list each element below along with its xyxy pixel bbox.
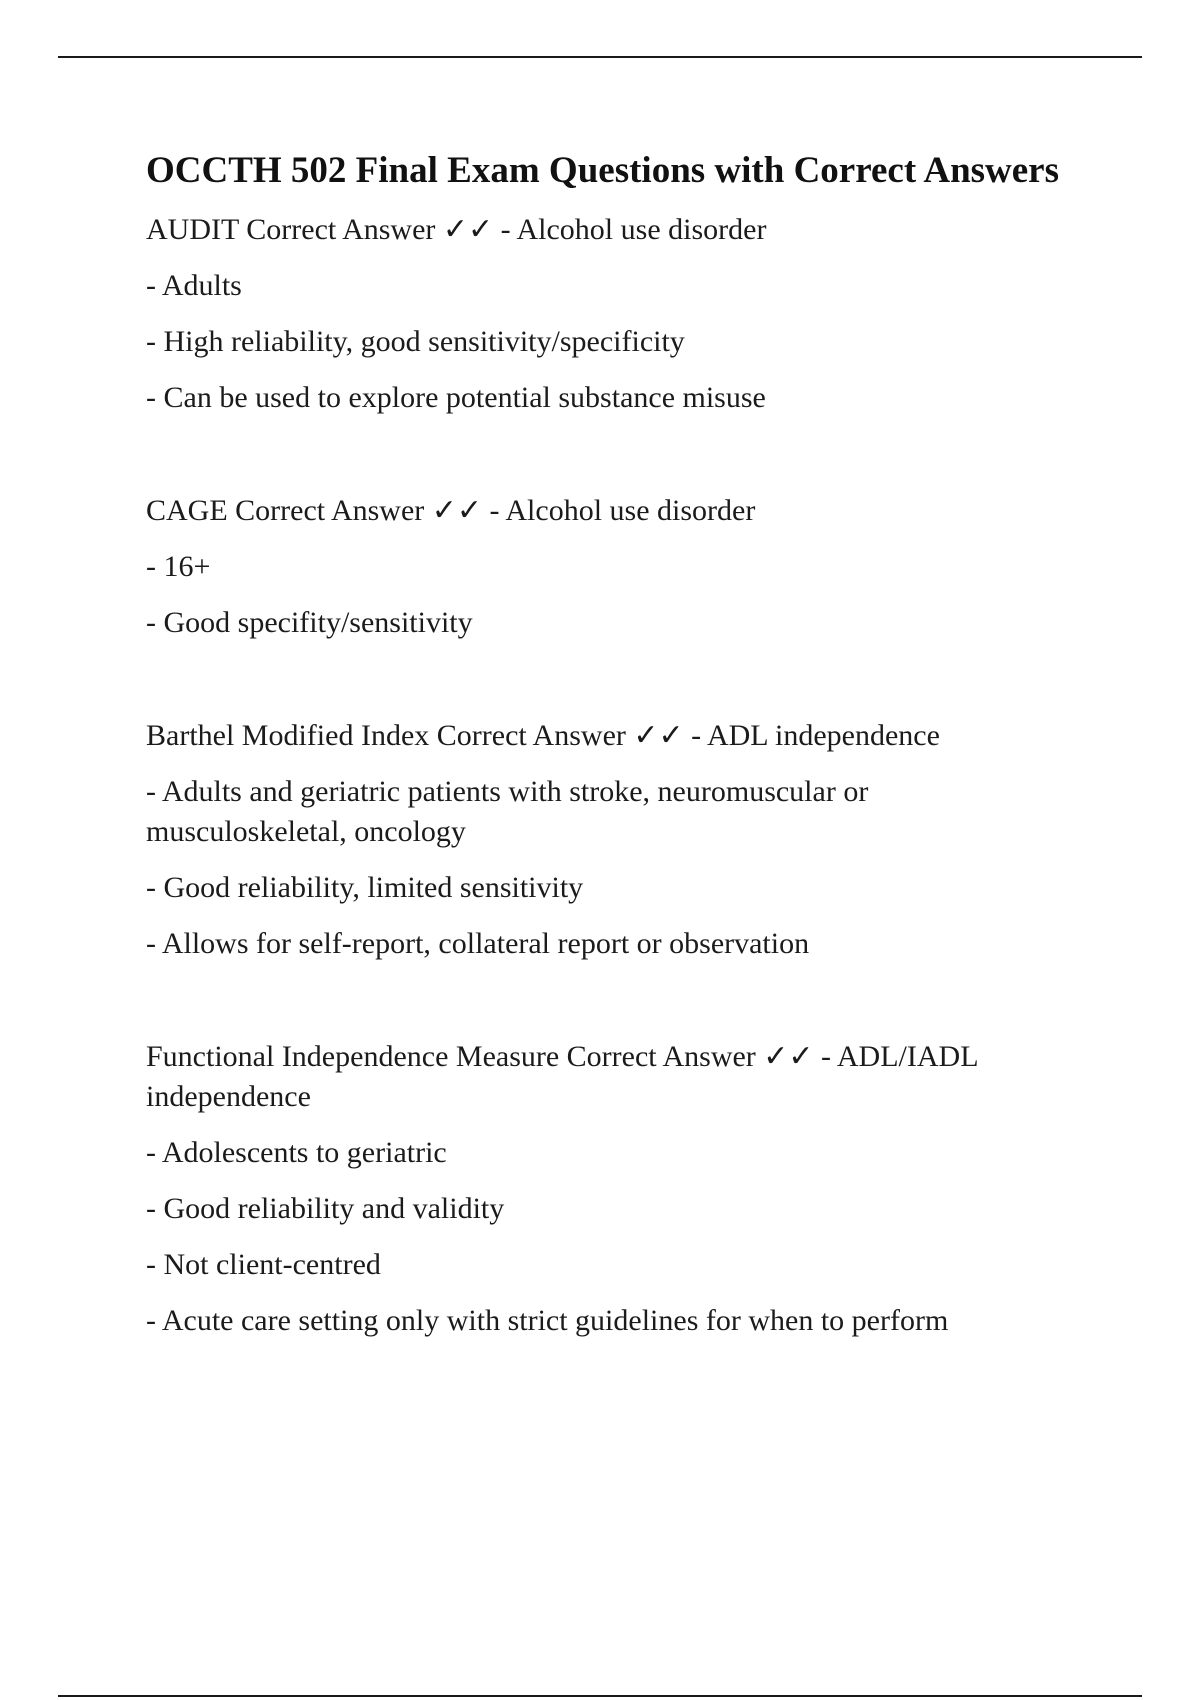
qa-detail: - Good reliability and validity bbox=[146, 1192, 505, 1225]
qa-detail: - Adults and geriatric patients with stroke, neuromuscular or musculoskeletal, oncology bbox=[146, 775, 869, 848]
document-body bbox=[146, 146, 1066, 1341]
qa-entry-fim bbox=[146, 1037, 1066, 1341]
qa-entry-cage bbox=[146, 491, 1066, 643]
qa-detail: - Acute care setting only with strict guidelines for when to perform bbox=[146, 1304, 949, 1337]
qa-detail: - Good reliability, limited sensitivity bbox=[146, 871, 584, 904]
document-title: OCCTH 502 Final Exam Questions with Correct Answers bbox=[146, 150, 1060, 191]
qa-detail: - Allows for self-report, collateral report or observation bbox=[146, 927, 810, 960]
qa-detail: - Can be used to explore potential substance misuse bbox=[146, 381, 766, 414]
qa-detail: - Not client-centred bbox=[146, 1248, 381, 1281]
qa-detail: - Adolescents to geriatric bbox=[146, 1136, 447, 1169]
header-rule bbox=[58, 56, 1142, 58]
qa-question: CAGE Correct Answer ✓✓ - Alcohol use disorder bbox=[146, 494, 756, 527]
qa-entry-barthel bbox=[146, 716, 1066, 964]
qa-detail: - 16+ bbox=[146, 550, 211, 583]
qa-question: Barthel Modified Index Correct Answer ✓✓ - ADL independence bbox=[146, 719, 940, 752]
qa-detail: - High reliability, good sensitivity/specificity bbox=[146, 325, 685, 358]
qa-detail: - Adults bbox=[146, 269, 242, 302]
qa-question: AUDIT Correct Answer ✓✓ - Alcohol use disorder bbox=[146, 213, 767, 246]
qa-entry-audit bbox=[146, 210, 1066, 418]
qa-question: Functional Independence Measure Correct Answer ✓✓ - ADL/IADL independence bbox=[146, 1040, 978, 1113]
footer-rule bbox=[58, 1695, 1142, 1697]
qa-detail: - Good specifity/sensitivity bbox=[146, 606, 473, 639]
